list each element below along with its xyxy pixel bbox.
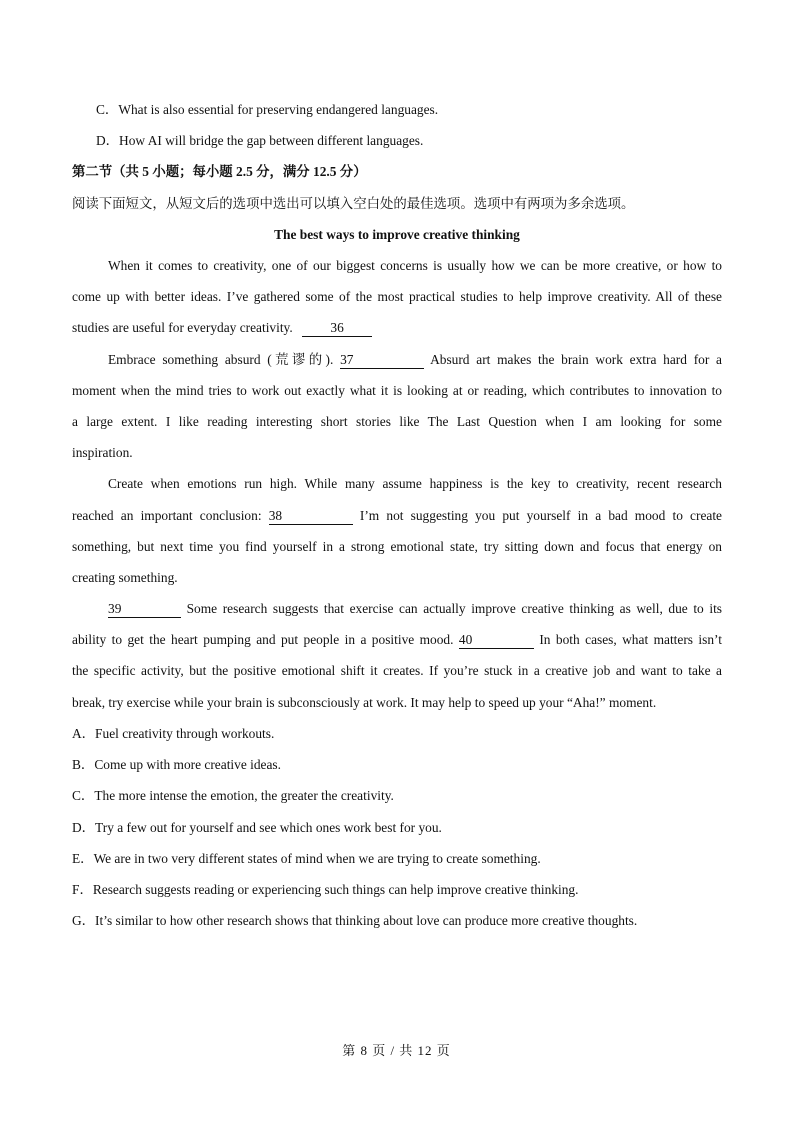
- section-heading: 第二节（共 5 小题；每小题 2.5 分，满分 12.5 分）: [72, 164, 367, 179]
- paragraph-line: [72, 507, 722, 525]
- paragraph-line: [72, 351, 722, 369]
- blank-37: 37: [340, 352, 424, 369]
- paragraph-line: something, but next time you find yourself in a strong emotional state, try sitting down and focus that energy on: [72, 539, 722, 554]
- paragraph-line: [72, 631, 722, 649]
- blank-36: 36: [302, 320, 372, 337]
- option-g: G．It’s similar to how other research shows that thinking about love can produce more creative thoughts.: [72, 913, 638, 928]
- blank-38: 38: [269, 508, 353, 525]
- text: Embrace something absurd (荒谬的).: [108, 352, 334, 367]
- blank-40: 40: [459, 632, 534, 649]
- text: reached an important conclusion:: [72, 508, 262, 523]
- option-b: B．Come up with more creative ideas.: [72, 757, 281, 772]
- blank-39: 39: [108, 601, 181, 618]
- paragraph-line: creating something.: [72, 570, 178, 585]
- paragraph-line: When it comes to creativity, one of our biggest concerns is usually how we can be more creative, or how to: [108, 258, 722, 273]
- text: Absurd art makes the brain work extra hard for a: [430, 352, 723, 367]
- paragraph-line: inspiration.: [72, 445, 133, 460]
- paragraph-line: come up with better ideas. I’ve gathered some of the most practical studies to help improve creativity. All of these: [72, 289, 722, 304]
- text: I’m not suggesting you put yourself in a bad mood to create: [359, 508, 722, 523]
- text: ability to get the heart pumping and put people in a positive mood.: [72, 632, 454, 647]
- option-d: D．Try a few out for yourself and see which ones work best for you.: [72, 820, 442, 835]
- paragraph-line: Create when emotions run high. While many assume happiness is the key to creativity, recent research: [108, 476, 722, 491]
- paragraph-line: the specific activity, but the positive emotional shift it creates. If you’re stuck in a creative job and want to take a: [72, 663, 722, 678]
- prev-option-c: C．What is also essential for preserving endangered languages.: [96, 102, 439, 117]
- text: In both cases, what matters isn’t: [539, 632, 722, 647]
- option-e: E．We are in two very different states of mind when we are trying to create something.: [72, 851, 541, 866]
- paragraph-line: [72, 319, 722, 337]
- text: studies are useful for everyday creativity.: [72, 320, 293, 335]
- paragraph-line: a large extent. I like reading interesting short stories like The Last Question when I am looking for some: [72, 414, 722, 429]
- prev-option-d: D．How AI will bridge the gap between different languages.: [96, 133, 424, 148]
- section-instruction: 阅读下面短文，从短文后的选项中选出可以填入空白处的最佳选项。选项中有两项为多余选项。: [72, 196, 635, 211]
- option-a: A．Fuel creativity through workouts.: [72, 726, 275, 741]
- text: Some research suggests that exercise can actually improve creative thinking as well, due to its: [186, 601, 722, 616]
- page-footer: 第 8 页 / 共 12 页: [342, 1043, 451, 1058]
- option-f: F．Research suggests reading or experiencing such things can help improve creative thinking.: [72, 882, 579, 897]
- paragraph-line: [72, 600, 722, 618]
- option-c: C．The more intense the emotion, the greater the creativity.: [72, 788, 394, 803]
- passage-title: The best ways to improve creative thinking: [274, 227, 520, 242]
- paragraph-line: moment when the mind tries to work out exactly what it is looking at or reading, which contributes to innovation to: [72, 383, 722, 398]
- paragraph-line: break, try exercise while your brain is subconsciously at work. It may help to speed up your “Aha!” moment.: [72, 695, 657, 710]
